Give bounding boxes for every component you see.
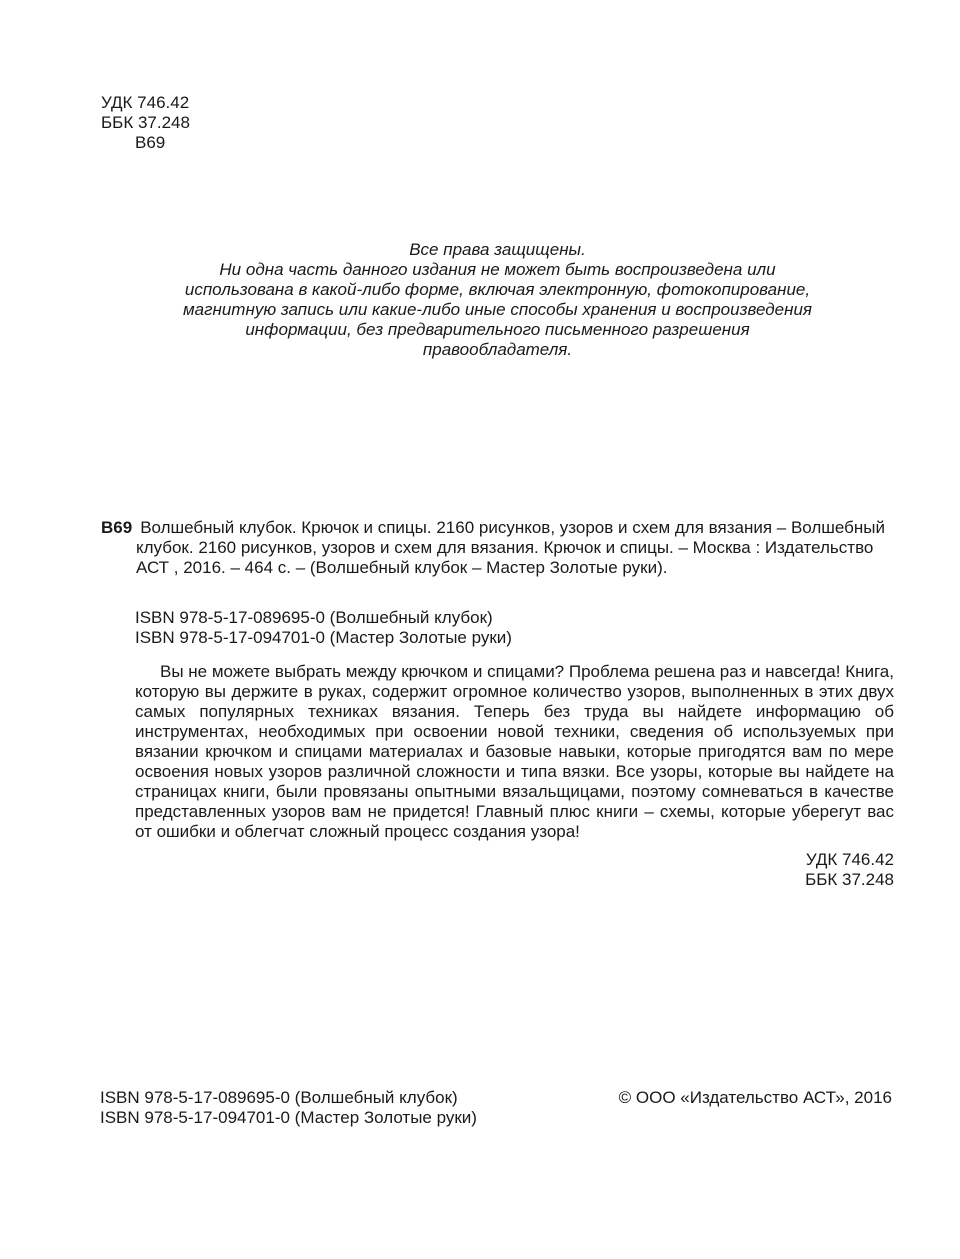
rights-line: информации, без предварительного письменного разрешения [245, 320, 750, 339]
bbk-code: ББК 37.248 [101, 113, 190, 132]
udk-code: УДК 746.42 [101, 93, 190, 112]
rights-notice [100, 240, 895, 360]
isbn-entry: ISBN 978-5-17-094701-0 (Мастер Золотые руки) [135, 628, 512, 647]
bbk-code: ББК 37.248 [805, 870, 894, 889]
annotation [135, 662, 894, 842]
copyright-notice: © ООО «Издательство АСТ», 2016 [618, 1088, 892, 1107]
header-classification-codes [101, 93, 190, 153]
udk-code: УДК 746.42 [805, 850, 894, 869]
author-mark: В69 [135, 133, 166, 152]
rights-line: использована в какой-либо форме, включая электронную, фотокопирование, [184, 280, 811, 299]
annotation-text: Вы не можете выбрать между крючком и спицами? Проблема решена раз и навсегда! Книга, которую вы держите в руках, содержит огромное количество узоров, выполненных в этих двух самых популярных техниках вязания. Теперь без труда вы найдете информацию об инструментах, необходимых при освоении новой техники, сведения об используемых при вязании крючком и спицами материалах и базовые навыки, которые пригодятся вам по мере освоения новых узоров различной сложности и типа вязки. Все узоры, которые вы найдете на страницах книги, были провязаны опытными вязальщицами, поэтому сомневаться в качестве представленных узоров вам не придется! Главный плюс книги – схемы, которые уберегут вас от ошибки и облегчат сложный процесс создания узора! [135, 662, 894, 841]
footer-isbn-list [100, 1088, 477, 1128]
bibliographic-code: В69 [101, 518, 133, 537]
isbn-entry: ISBN 978-5-17-089695-0 (Волшебный клубок) [100, 1088, 458, 1107]
bibliographic-line: клубок. 2160 рисунков, узоров и схем для вязания. Крючок и спицы. – Москва : Издательство [136, 538, 874, 557]
bibliographic-record [101, 518, 901, 578]
classification-codes-right [805, 850, 894, 890]
rights-line: правообладателя. [422, 340, 573, 359]
bibliographic-line: АСТ , 2016. – 464 с. – (Волшебный клубок – Мастер Золотые руки). [136, 558, 668, 577]
isbn-list [135, 608, 512, 648]
bibliographic-line: Волшебный клубок. Крючок и спицы. 2160 рисунков, узоров и схем для вязания – Волшебный [140, 518, 886, 537]
rights-line: Ни одна часть данного издания не может быть воспроизведена или [219, 260, 776, 279]
rights-line: Все права защищены. [409, 240, 586, 259]
rights-line: магнитную запись или какие-либо иные способы хранения и воспроизведения [183, 300, 812, 319]
isbn-entry: ISBN 978-5-17-089695-0 (Волшебный клубок) [135, 608, 493, 627]
isbn-entry: ISBN 978-5-17-094701-0 (Мастер Золотые руки) [100, 1108, 477, 1127]
